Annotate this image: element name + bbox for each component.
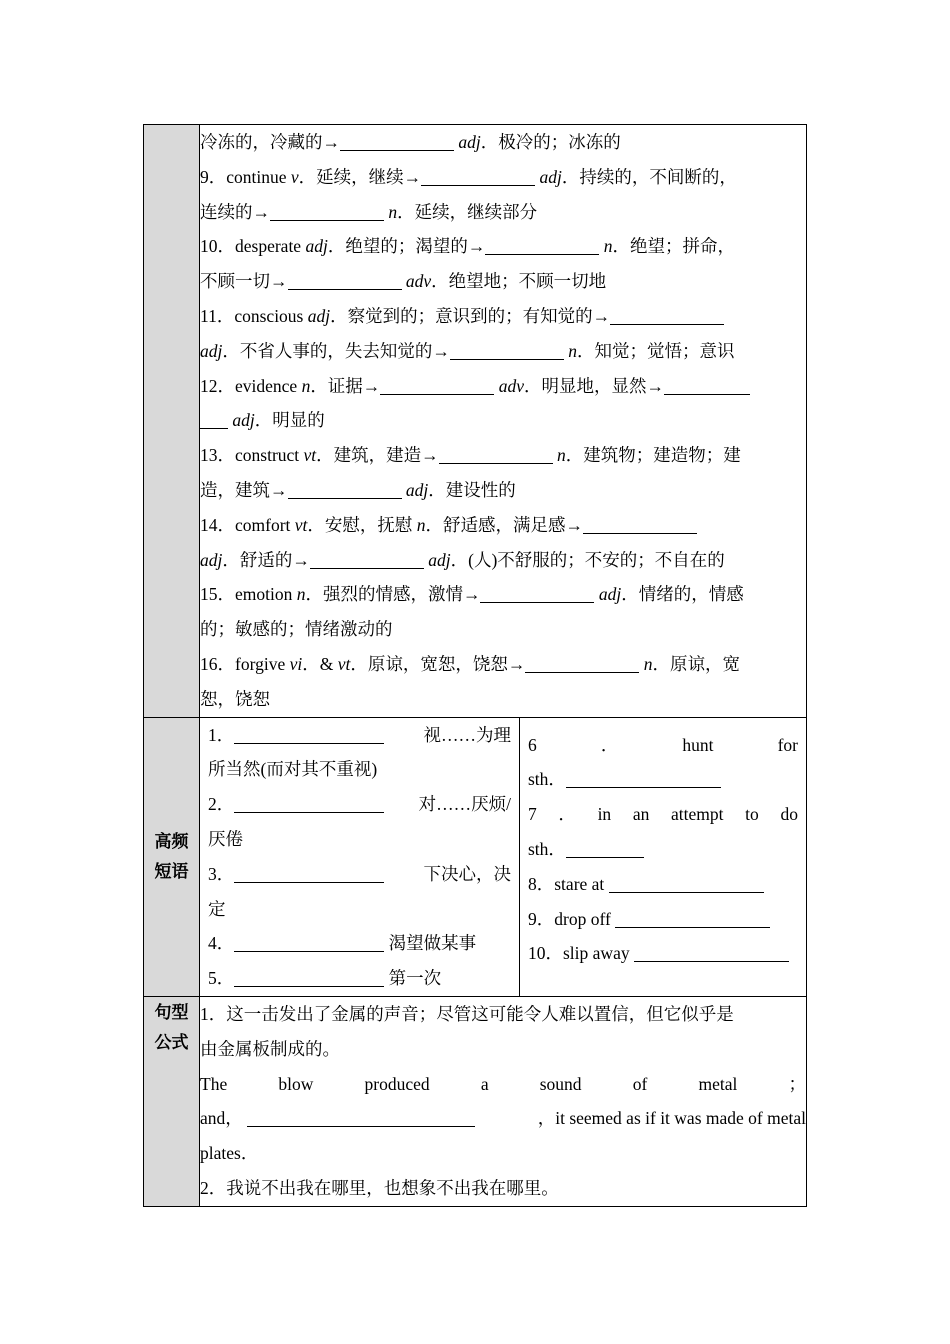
phrase-item-3: 3． 下决心，决 (208, 863, 511, 884)
answer-blank[interactable] (615, 909, 770, 928)
vocab-item-16: 16．forgive vi．& vt．原谅，宽恕，饶恕→ n．原谅，宽 (200, 653, 740, 674)
answer-blank[interactable] (610, 306, 724, 325)
vocab-item-15: 15．emotion n．强烈的情感，激情→ adj．情绪的，情感 (200, 584, 744, 605)
vocab-line: 冷冻的，冷藏的→ adj．极冷的；冰冻的 (200, 132, 621, 152)
sentences-content (200, 996, 807, 1206)
answer-blank[interactable] (270, 202, 384, 221)
sentence-1-cn-cont: 由金属板制成的。 (200, 1038, 340, 1059)
answer-blank[interactable] (583, 515, 697, 534)
phrases-content (200, 717, 807, 996)
phrases-right-column (520, 718, 807, 996)
phrases-left-column (200, 718, 520, 996)
sentence-1-cn: 1．这一击发出了金属的声音；尽管这可能令人难以置信，但它似乎是 (200, 1003, 734, 1024)
vocab-item-14: 14．comfort vt．安慰，抚慰 n．舒适感，满足感→ (200, 508, 806, 543)
sentences-side-label: 句型 公式 (144, 996, 200, 1206)
answer-blank[interactable] (609, 874, 764, 893)
vocab-item-13: 13．construct vt．建筑，建造→ n．建筑物；建造物；建 (200, 445, 741, 466)
vocab-item-13-cont: 造，建筑→ adj．建设性的 (200, 479, 516, 500)
vocab-item-11-cont: adj．不省人事的，失去知觉的→ n．知觉；觉悟；意识 (200, 340, 735, 361)
answer-blank[interactable] (450, 341, 564, 360)
vocab-item-14-cont: adj．舒适的→ adj．(人)不舒服的；不安的；不自在的 (200, 549, 725, 570)
answer-blank[interactable] (288, 480, 402, 499)
answer-blank[interactable] (234, 794, 384, 813)
sentence-2-cn: 2．我说不出我在哪里，也想象不出我在哪里。 (200, 1177, 559, 1198)
vocab-item-10: 10．desperate adj．绝望的；渴望的→ n．绝望；拼命， (200, 236, 735, 257)
phrases-side-label: 高频 短语 (144, 717, 200, 996)
answer-blank[interactable] (525, 654, 639, 673)
answer-blank[interactable] (421, 167, 535, 186)
phrase-item-6-cont: sth． (528, 762, 798, 797)
answer-blank[interactable] (439, 445, 553, 464)
phrase-item-7-cont: sth． (528, 832, 798, 867)
phrases-row (144, 717, 807, 996)
vocab-item-11: 11．conscious adj．察觉到的；意识到的；有知觉的→ (200, 299, 806, 334)
phrases-inner-table (200, 718, 806, 996)
sentence-1-en-cont: and， ，it seemed as if it was made of metal (200, 1108, 806, 1129)
phrase-item-6: 6 ． hunt for (528, 734, 798, 755)
vocab-side-label (144, 125, 200, 718)
answer-blank[interactable] (234, 933, 384, 952)
answer-blank[interactable] (234, 864, 384, 883)
vocab-content (200, 125, 807, 718)
phrase-item-5: 5． 第一次 (208, 968, 442, 989)
vocab-item-9-cont: 连续的→ n．延续，继续部分 (200, 201, 538, 222)
vocab-item-12-cont: adj．明显的 (200, 403, 806, 438)
sentence-1-en: The blow produced a sound of metal ； (200, 1073, 806, 1094)
phrase-item-7: 7 ． in an attempt to do (528, 804, 798, 825)
phrase-item-4: 4． 渴望做某事 (208, 933, 477, 954)
answer-blank[interactable] (340, 132, 454, 151)
vocab-item-12: 12．evidence n．证据→ adv．明显地，显然→ (200, 369, 806, 404)
answer-blank[interactable] (234, 968, 384, 987)
answer-blank[interactable] (634, 943, 789, 962)
answer-blank[interactable] (200, 410, 228, 429)
answer-blank[interactable] (380, 376, 494, 395)
phrase-item-9: 9．drop off (528, 902, 798, 937)
phrase-item-2-cont: 厌倦 (208, 828, 243, 849)
vocab-item-9: 9．continue v．延续，继续→ adj．持续的，不间断的， (200, 166, 737, 187)
answer-blank[interactable] (566, 839, 644, 858)
answer-blank[interactable] (247, 1108, 475, 1127)
sentence-1-en-end: plates． (200, 1143, 259, 1164)
answer-blank[interactable] (234, 725, 384, 744)
sentences-row (144, 996, 807, 1206)
answer-blank[interactable] (288, 271, 402, 290)
worksheet-table (143, 124, 807, 1207)
vocab-item-16-cont: 恕，饶恕 (200, 688, 270, 709)
phrase-item-3-cont: 定 (208, 898, 226, 919)
vocab-item-10-cont: 不顾一切→ adv．绝望地；不顾一切地 (200, 271, 607, 292)
answer-blank[interactable] (566, 769, 721, 788)
answer-blank[interactable] (485, 236, 599, 255)
answer-blank[interactable] (480, 584, 594, 603)
vocab-row (144, 125, 807, 718)
phrase-item-2: 2． 对……厌烦/ (208, 794, 511, 815)
answer-blank[interactable] (310, 550, 424, 569)
phrase-item-8: 8．stare at (528, 867, 798, 902)
phrase-item-10: 10．slip away (528, 936, 798, 971)
phrase-item-1: 1． 视……为理 (208, 724, 511, 745)
phrase-item-1-cont: 所当然(而对其不重视) (208, 759, 378, 780)
answer-blank[interactable] (664, 376, 750, 395)
vocab-item-15-cont: 的；敏感的；情绪激动的 (200, 619, 393, 640)
